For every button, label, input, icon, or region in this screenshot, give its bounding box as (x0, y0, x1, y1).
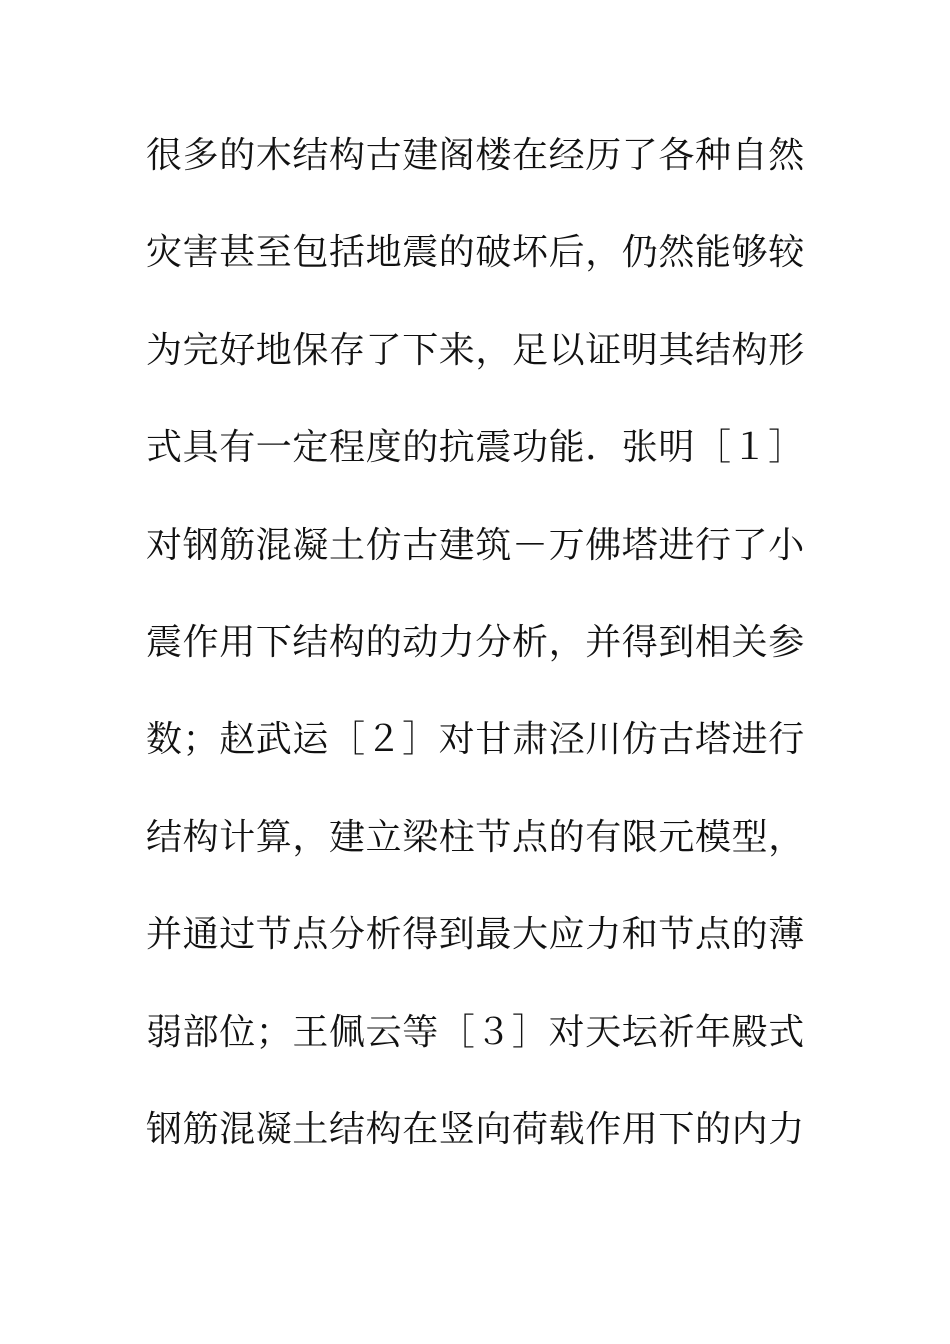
text-line: 弱部位；王佩云等［３］对天坛祈年殿式 (146, 1011, 805, 1053)
text-line: 并通过节点分析得到最大应力和节点的薄 (146, 914, 805, 956)
text-line: 为完好地保存了下来，足以证明其结构形 (146, 329, 805, 371)
text-line: 很多的木结构古建阁楼在经历了各种自然 (146, 135, 805, 176)
text-line: 震作用下结构的动力分析，并得到相关参 (146, 621, 805, 663)
text-line: 结构计算，建立梁柱节点的有限元模型， (146, 816, 805, 858)
text-line: 对钢筋混凝土仿古建筑－万佛塔进行了小 (146, 524, 805, 566)
text-line: 数；赵武运［２］对甘肃泾川仿古塔进行 (146, 719, 805, 761)
text-line: 灾害甚至包括地震的破坏后，仍然能够较 (146, 232, 805, 274)
text-line: 钢筋混凝土结构在竖向荷载作用下的内力 (146, 1108, 805, 1150)
body-paragraph (146, 126, 826, 1197)
text-line: 式具有一定程度的抗震功能．张明［１］ (146, 427, 805, 469)
